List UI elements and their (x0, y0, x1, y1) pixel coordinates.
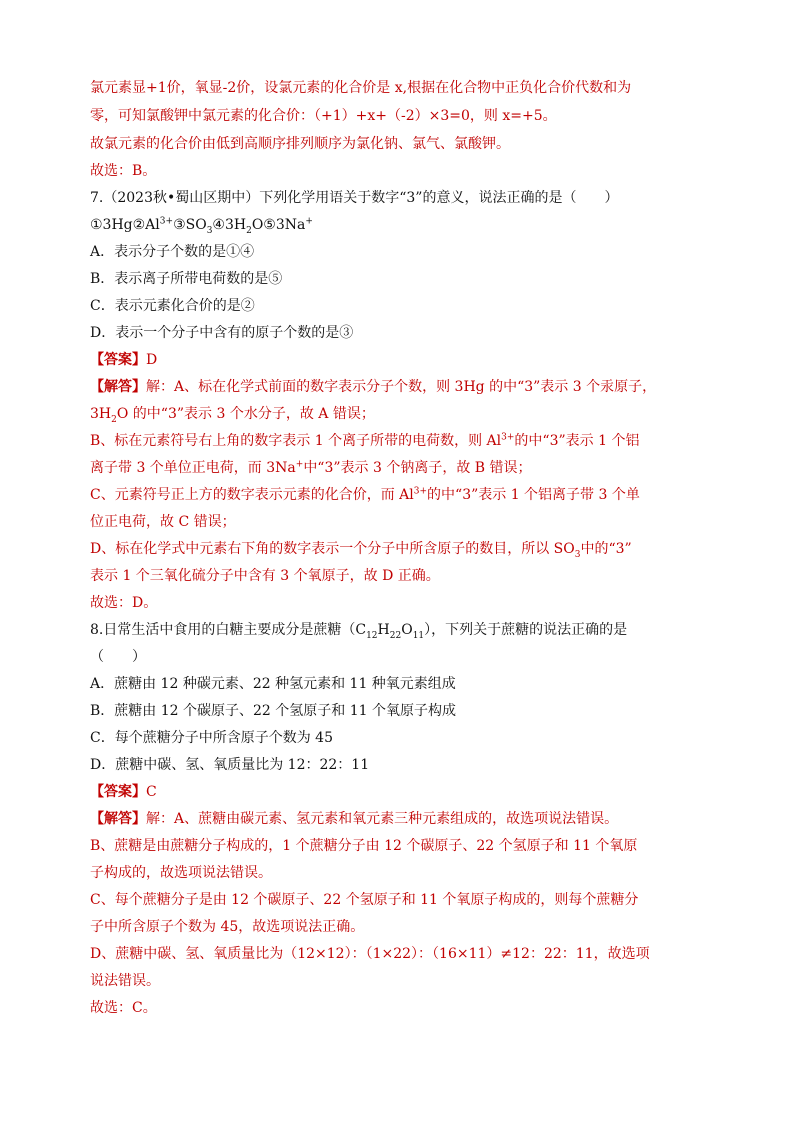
explanation-text: 解：A、蔗糖由碳元素、氢元素和氧元素三种元素组成的，故选项说法错误。 (146, 811, 619, 827)
subscript: 2 (246, 225, 252, 236)
subscript: 2 (111, 414, 117, 425)
explanation-line: 零，可知氯酸钾中氯元素的化合价：（+1）+x+（-2）×3=0，则 x=+5。 (90, 108, 557, 124)
explanation-line (90, 404, 375, 426)
explanation-line: 说法错误。 (90, 973, 160, 989)
symbol-text: ③SO (173, 217, 207, 233)
superscript: 3+ (159, 216, 174, 227)
symbol-text: O⑤3Na (251, 217, 306, 233)
option-d: D．蔗糖中碳、氢、氧质量比为 12：22：11 (90, 757, 370, 773)
explanation-line (90, 431, 639, 453)
answer-line (90, 350, 157, 372)
answer-label: 【答案】 (90, 784, 146, 800)
option-d: D．表示一个分子中含有的原子个数的是③ (90, 325, 354, 341)
answer-label: 【答案】 (90, 352, 146, 368)
question-text: ），下列关于蔗糖的说法正确的是 (424, 622, 628, 638)
subscript: 3 (206, 225, 213, 236)
subscript: 22 (389, 630, 402, 641)
explanation-line: C、每个蔗糖分子是由 12 个碳原子、22 个氢原子和 11 个氧原子构成的，则每个蔗糖分 (90, 892, 639, 908)
final-choice: 故选：B。 (90, 163, 157, 179)
option-a: A．表示分子个数的是①④ (90, 244, 255, 260)
explanation-text: O 的中“3”表示 3 个水分子，故 A 错误； (116, 406, 375, 422)
superscript: 3+ (413, 486, 428, 497)
explanation-line: 子构成的，故选项说法错误。 (90, 865, 272, 881)
explanation-label: 【解答】 (90, 379, 146, 395)
symbol-text: ④3H (212, 217, 247, 233)
option-a: A．蔗糖由 12 种碳元素、22 种氢元素和 11 种氧元素组成 (90, 676, 456, 692)
explanation-text: 的中“3”表示 1 个铝离子带 3 个单 (427, 487, 640, 503)
explanation-text: 3H (90, 406, 112, 422)
answer-value: C (146, 784, 157, 800)
explanation-line (90, 377, 656, 399)
explanation-text: C、元素符号正上方的数字表示元素的化合价，而 Al (90, 487, 414, 503)
explanation-line: B、蔗糖是由蔗糖分子构成的，1 个蔗糖分子由 12 个碳原子、22 个氢原子和 11 个氧原 (90, 838, 638, 854)
explanation-line (90, 485, 640, 507)
subscript: 11 (412, 630, 425, 641)
option-c: C．表示元素化合价的是② (90, 298, 255, 314)
answer-value: D (146, 352, 158, 368)
explanation-text: 中的“3” (580, 541, 632, 557)
superscript: 3+ (501, 432, 515, 443)
explanation-line: 子中所含原子个数为 45，故选项说法正确。 (90, 919, 365, 935)
explanation-line: 表示 1 个三氧化硫分子中含有 3 个氧原子，故 D 正确。 (90, 568, 440, 584)
subscript: 12 (366, 630, 378, 641)
explanation-line: D、蔗糖中碳、氢、氧质量比为（12×12）：（1×22）：（16×11）≠12：22：11，故选项 (90, 946, 650, 962)
explanation-text: B、标在元素符号右上角的数字表示 1 个离子所带的电荷数，则 Al (90, 433, 502, 449)
question-text: O (401, 622, 413, 638)
explanation-text: 中“3”表示 3 个钠离子，故 B 错误； (303, 460, 532, 476)
superscript: + (295, 459, 304, 470)
subscript: 3 (574, 549, 581, 560)
explanation-label: 【解答】 (90, 811, 146, 827)
question-8-stem (90, 620, 627, 642)
explanation-text: 的中“3”表示 1 个铝 (514, 433, 640, 449)
question-7-stem: 7.（2023秋•蜀山区期中）下列化学用语关于数字“3”的意义，说法正确的是（ ） (90, 190, 619, 206)
option-b: B．表示离子所带电荷数的是⑤ (90, 271, 283, 287)
explanation-line (90, 539, 632, 561)
explanation-text: 离子带 3 个单位正电荷，而 3Na (90, 460, 296, 476)
symbol-text: ①3Hg②Al (90, 217, 160, 233)
explanation-line: 氯元素显+1价，氧显-2价，设氯元素的化合价是 x,根据在化合物中正负化合价代数和为 (90, 80, 632, 96)
option-b: B．蔗糖由 12 个碳原子、22 个氢原子和 11 个氧原子构成 (90, 703, 456, 719)
option-c: C．每个蔗糖分子中所含原子个数为 45 (90, 730, 333, 746)
superscript: + (305, 216, 313, 227)
explanation-line (90, 809, 618, 831)
question-text: 8.日常生活中食用的白糖主要成分是蔗糖（C (90, 622, 367, 638)
answer-line (90, 782, 157, 804)
explanation-text: 解：A、标在化学式前面的数字表示分子个数，则 3Hg 的中“3”表示 3 个汞原子， (146, 379, 657, 395)
final-choice: 故选：C。 (90, 1000, 157, 1016)
question-7-symbols (90, 215, 313, 237)
question-text: H (377, 622, 390, 638)
final-choice: 故选：D。 (90, 595, 158, 611)
explanation-line: 位正电荷，故 C 错误； (90, 514, 236, 530)
explanation-text: D、标在化学式中元素右下角的数字表示一个分子中所含原子的数目，所以 SO (90, 541, 575, 557)
explanation-line: 故氯元素的化合价由低到高顺序排列顺序为氯化钠、氯气、氯酸钾。 (90, 136, 510, 152)
explanation-line (90, 458, 532, 480)
question-8-paren: （ ） (90, 649, 146, 665)
